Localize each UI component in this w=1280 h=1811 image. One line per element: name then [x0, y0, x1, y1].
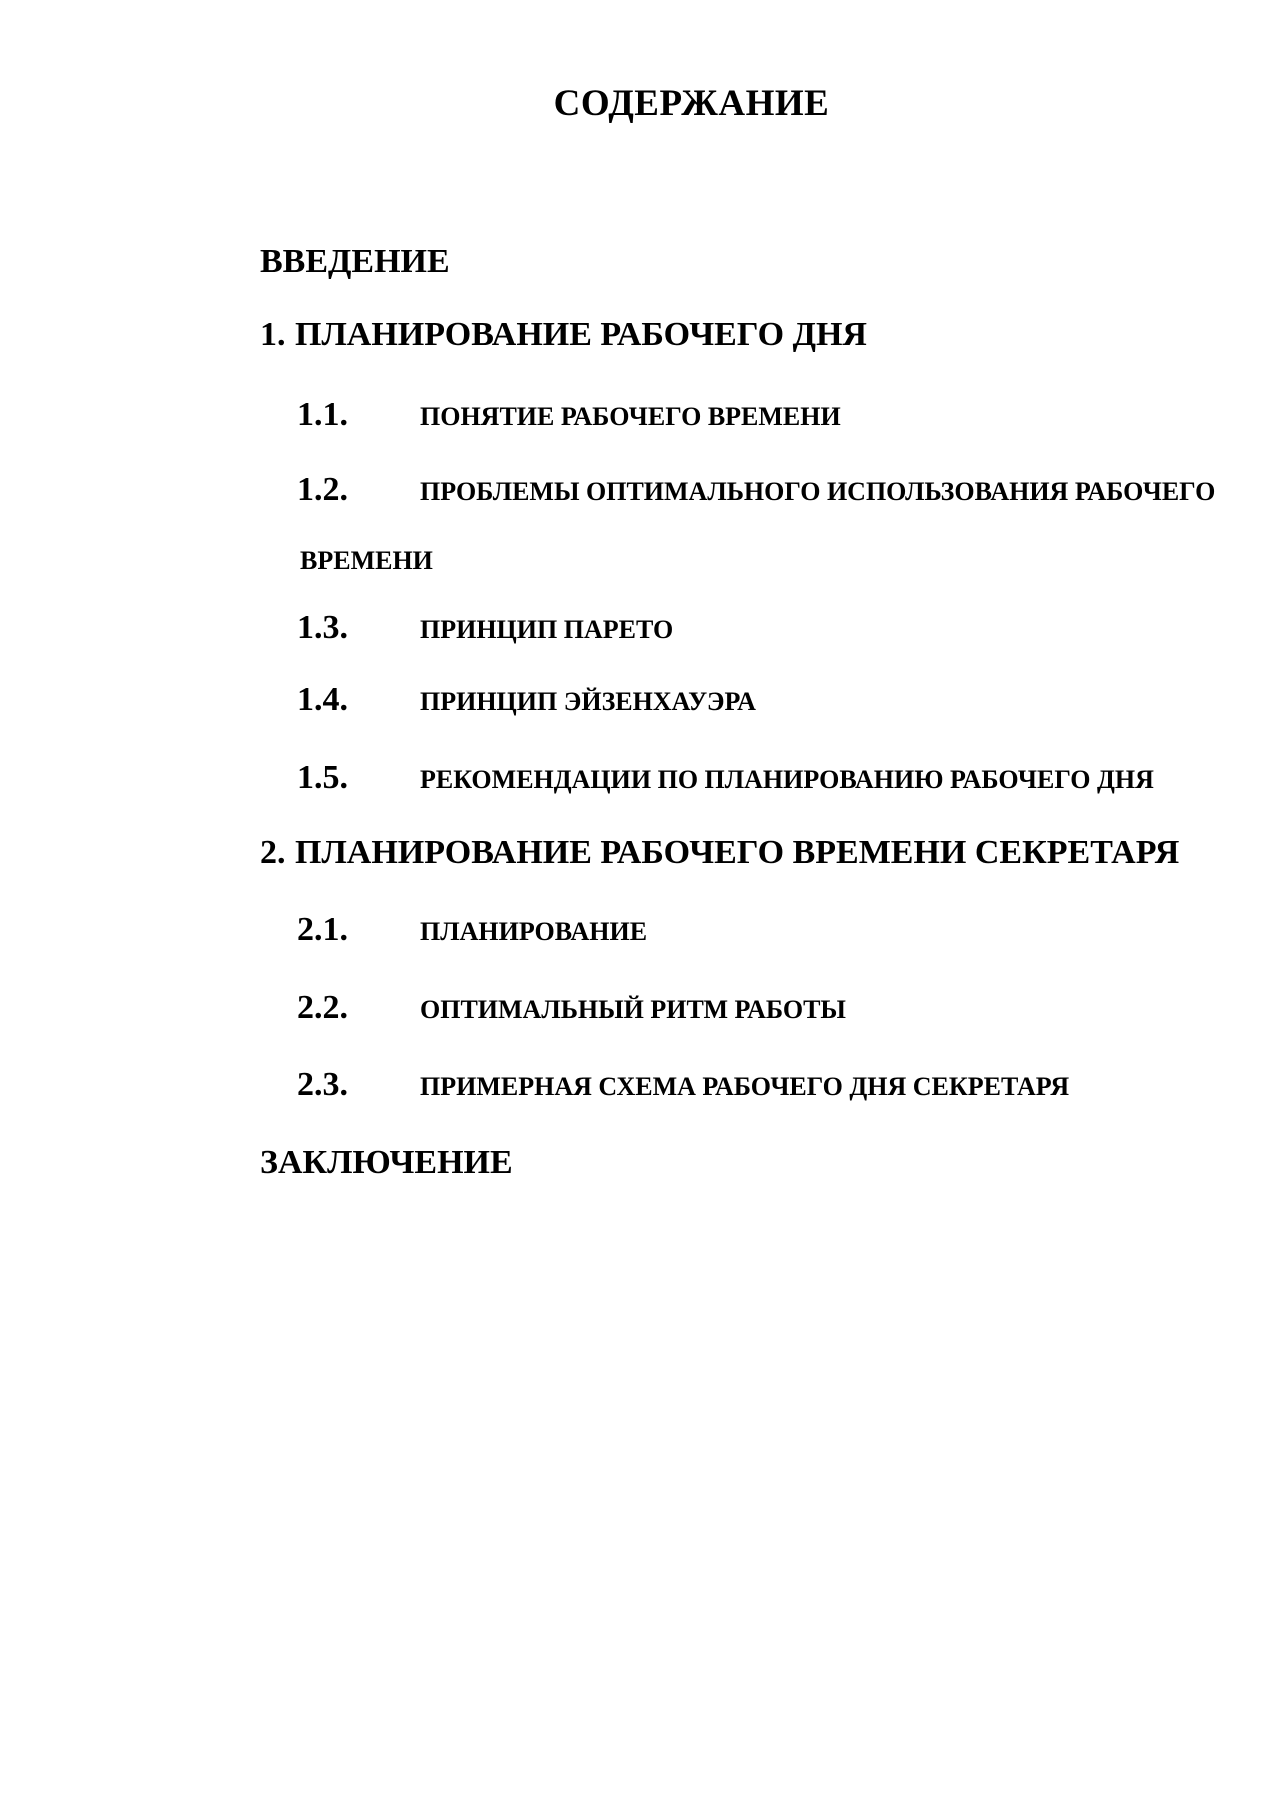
toc-entry-1-4: [297, 682, 756, 720]
toc-entry-2-2: [297, 990, 846, 1028]
entry-label: ЗАКЛЮЧЕНИЕ: [260, 1144, 513, 1181]
entry-number: 2.1.: [297, 911, 348, 948]
page-title: СОДЕРЖАНИЕ: [553, 83, 830, 124]
toc-entry-chapter-2: [260, 835, 1179, 871]
entry-label: ПЛАНИРОВАНИЕ РАБОЧЕГО ВРЕМЕНИ СЕКРЕТАРЯ: [295, 834, 1180, 871]
entry-number: 1.2.: [297, 471, 348, 508]
entry-label: ПОНЯТИЕ РАБОЧЕГО ВРЕМЕНИ: [420, 402, 841, 431]
entry-number: 2.3.: [297, 1066, 348, 1103]
entry-number: 2.2.: [297, 989, 348, 1026]
entry-label: ВРЕМЕНИ: [300, 546, 433, 575]
entry-number: 1.1.: [297, 396, 348, 433]
entry-label: ПРОБЛЕМЫ ОПТИМАЛЬНОГО ИСПОЛЬЗОВАНИЯ РАБОЧЕГО: [420, 477, 1216, 506]
toc-entry-2-1: [297, 912, 647, 950]
entry-number: 1.5.: [297, 759, 348, 796]
toc-entry-introduction: [260, 244, 450, 280]
toc-entry-chapter-1: [260, 317, 867, 353]
entry-number: 1.: [260, 316, 286, 353]
entry-label: ПЛАНИРОВАНИЕ: [420, 917, 648, 946]
entry-label: ПРИНЦИП ЭЙЗЕНХАУЭРА: [420, 687, 756, 716]
toc-entry-conclusion: [260, 1145, 513, 1181]
entry-label: ПРИМЕРНАЯ СХЕМА РАБОЧЕГО ДНЯ СЕКРЕТАРЯ: [420, 1072, 1070, 1101]
entry-number: 1.4.: [297, 681, 348, 718]
toc-entry-1-2: [297, 472, 1215, 510]
toc-entry-1-2-continuation: [300, 547, 433, 575]
entry-label: РЕКОМЕНДАЦИИ ПО ПЛАНИРОВАНИЮ РАБОЧЕГО ДНЯ: [420, 765, 1154, 794]
entry-label: ОПТИМАЛЬНЫЙ РИТМ РАБОТЫ: [420, 995, 846, 1024]
toc-entry-1-1: [297, 397, 841, 435]
entry-label: ПРИНЦИП ПАРЕТО: [420, 615, 674, 644]
toc-entry-1-3: [297, 610, 673, 648]
entry-label: ПЛАНИРОВАНИЕ РАБОЧЕГО ДНЯ: [295, 316, 867, 353]
toc-entry-2-3: [297, 1067, 1069, 1105]
entry-number: 2.: [260, 834, 286, 871]
entry-number: 1.3.: [297, 609, 348, 646]
entry-label: ВВЕДЕНИЕ: [260, 243, 450, 280]
toc-entry-1-5: [297, 760, 1154, 798]
